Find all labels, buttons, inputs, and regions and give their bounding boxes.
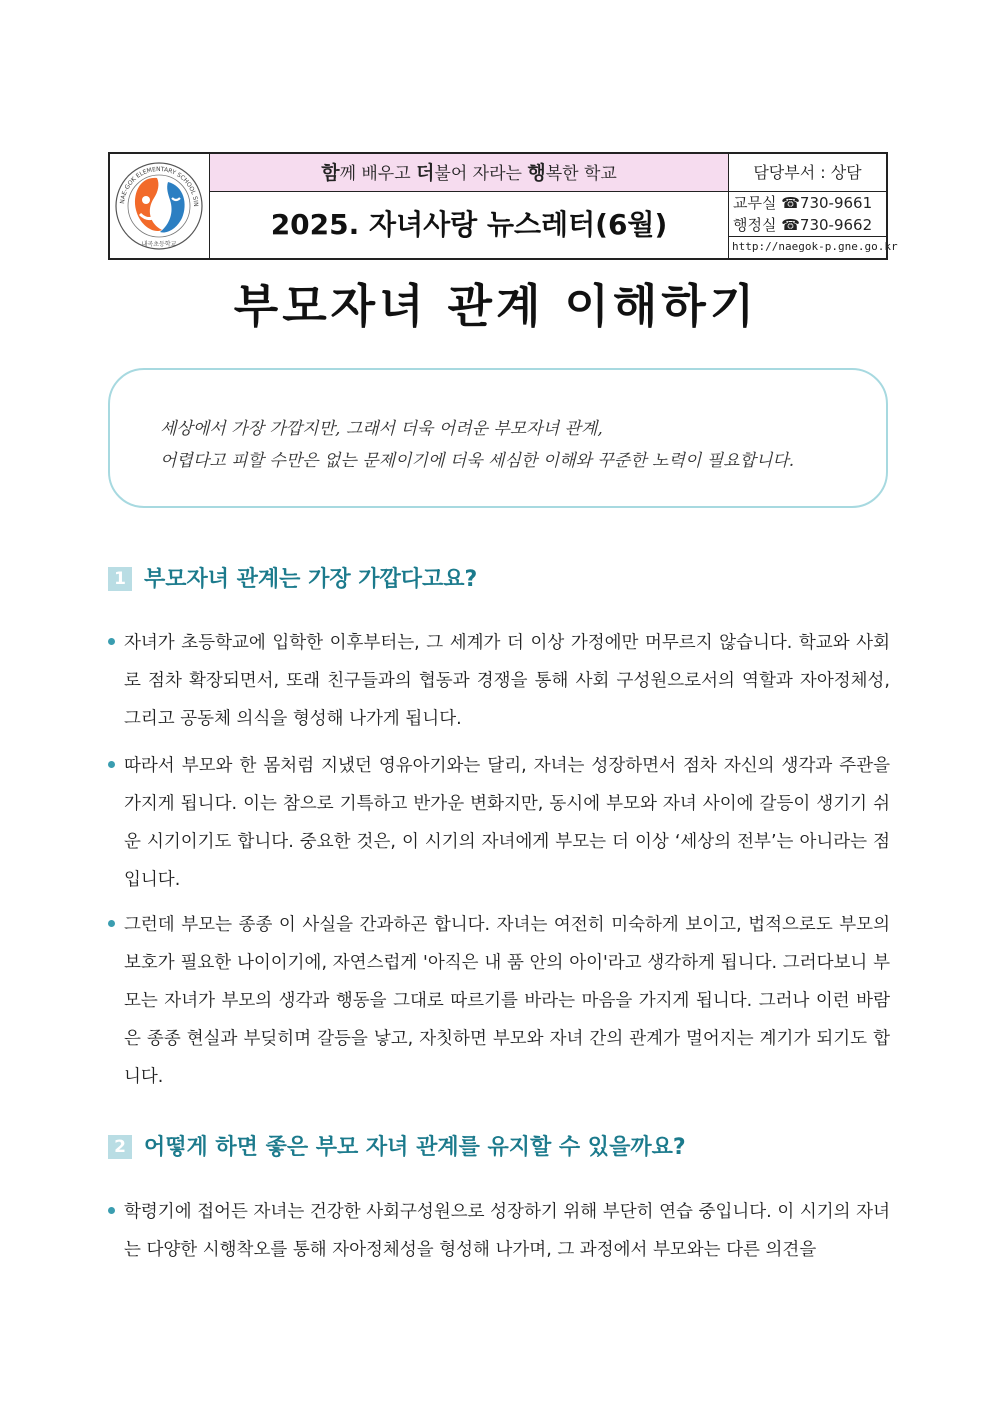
intro-quote-box: [108, 368, 888, 508]
list-item: [108, 624, 890, 738]
logo-ring-text: NAE-GOK ELEMENTARY SCHOOL SIN: [119, 165, 200, 207]
newsletter-title: 2025. 자녀사랑 뉴스레터(6월): [270, 208, 668, 241]
section-number-1: 1: [108, 567, 132, 591]
list-item: [108, 1193, 890, 1269]
contact-info: [728, 154, 898, 258]
school-logo-emblem: [110, 154, 208, 258]
section-number-2: 2: [108, 1135, 132, 1159]
bullet-text: 자녀가 초등학교에 입학한 이후부터는, 그 세계가 더 이상 가정에만 머무르지 않습니다. 학교와 사회로 점차 확장되면서, 또래 친구들과의 협동과 경쟁을 통해 사회 구성원으로서의 역할과 자아정체성, 그리고 공동체 의식을 형성해 나가게 됩니다.: [124, 633, 890, 729]
bullet-dot-icon: [108, 920, 115, 927]
page-title: 부모자녀 관계 이해하기: [233, 279, 759, 333]
section-heading-1: [108, 562, 477, 593]
logo-bottom-text: 내곡초등학교: [141, 241, 177, 248]
slogan-part: 더: [416, 162, 435, 184]
department-label: 담당부서 : 상담: [729, 154, 886, 192]
newsletter-header: [108, 152, 898, 260]
slogan-part: 복한 학교: [545, 164, 617, 184]
bullet-text: 따라서 부모와 한 몸처럼 지냈던 영유아기와는 달리, 자녀는 성장하면서 점차 자신의 생각과 주관을 가지게 됩니다. 이는 참으로 기특하고 반가운 변화지만, 동시에 부모와 자녀 사이에 갈등이 생기기 쉬운 시기이기도 합니다. 중요한 것은, 이 시기의 자녀에게 부모는 더 이상 ‘세상의 전부’는 아니라는 점입니다.: [124, 756, 890, 890]
quote-line-1: 세상에서 가장 가깝지만, 그래서 더욱 어려운 부모자녀 관계,: [160, 419, 603, 439]
school-website-link[interactable]: http://naegok-p.gne.go.kr: [729, 236, 886, 257]
list-item: [108, 747, 890, 899]
list-item: [108, 906, 890, 1096]
slogan-part: 함: [321, 162, 340, 184]
section-heading-2: [108, 1130, 686, 1161]
school-slogan: [210, 154, 728, 192]
quote-line-2: 어렵다고 피할 수만은 없는 문제이기에 더욱 세심한 이해와 꾸준한 노력이 필요합니다.: [160, 451, 795, 471]
bullet-text: 학령기에 접어든 자녀는 건강한 사회구성원으로 성장하기 위해 부단히 연습 중입니다. 이 시기의 자녀는 다양한 시행착오를 통해 자아정체성을 형성해 나가며, 그 과정에서 부모와는 다른 의견을: [124, 1202, 890, 1260]
phone-admin-office: 행정실 ☎730-9662: [733, 216, 873, 234]
section-title-1: 부모자녀 관계는 가장 가깝다고요?: [144, 567, 478, 592]
school-logo: [110, 154, 210, 258]
bullet-dot-icon: [108, 761, 115, 768]
bullet-dot-icon: [108, 638, 115, 645]
slogan-part: 행: [527, 162, 546, 184]
bullet-text: 그런데 부모는 종종 이 사실을 간과하곤 합니다. 자녀는 여전히 미숙하게 보이고, 법적으로도 부모의 보호가 필요한 나이이기에, 자연스럽게 '아직은 내 품 안의 아이'라고 생각하게 됩니다. 그러다보니 부모는 자녀가 부모의 생각과 행동을 그대로 따르기를 바라는 마음을 가지게 됩니다. 그러나 이런 바람은 종종 현실과 부딪히며 갈등을 낳고, 자칫하면 부모와 자녀 간의 관계가 멀어지는 계기가 되기도 합니다.: [124, 915, 890, 1087]
phone-teachers-office: 교무실 ☎730-9661: [733, 194, 873, 212]
slogan-part: 불어 자라는: [434, 164, 528, 184]
bullet-dot-icon: [108, 1207, 115, 1214]
section-title-2: 어떻게 하면 좋은 부모 자녀 관계를 유지할 수 있을까요?: [144, 1135, 686, 1160]
slogan-part: 께 배우고: [339, 164, 417, 184]
